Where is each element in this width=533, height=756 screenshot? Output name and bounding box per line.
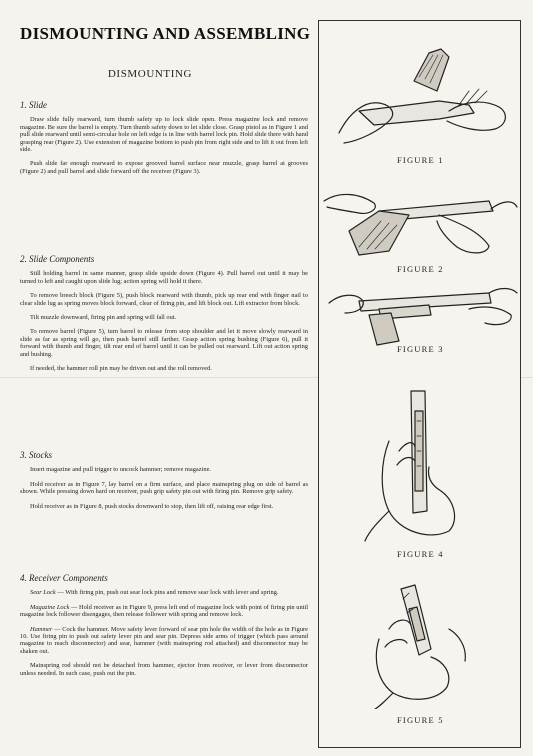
- paragraph: Mainspring rod should not be detached from hammer, ejector from receiver, or lever from disconnector unless needed. In such case, push out the pin.: [20, 662, 308, 677]
- paragraph: To remove barrel (Figure 5), turn barrel to release from stop shoulder and let it move slowly rearward in slide as far as spring will go, then push barrel still farther. Grasp action spring bushing (Figure 6), pull it forward with thumb and finger, tilt rear end of barrel until it can be pulled out rearward. Lift out action spring and bushing.: [20, 328, 308, 358]
- section-heading: 1. Slide: [20, 100, 47, 110]
- figure-5-illustration: [319, 569, 520, 709]
- paragraph: To remove breech block (Figure 5), push block rearward with thumb, pick up rear end with finger nail to clear slide lug as spring moves block forward, clear of firing pin, and lift block out. Lift extractor from block.: [20, 292, 308, 307]
- figure-3-caption: FIGURE 3: [397, 344, 444, 354]
- section-slide: [20, 102, 308, 182]
- paragraph: [20, 604, 308, 619]
- paragraph-lead: Sear Lock: [30, 589, 56, 597]
- paragraph: [20, 589, 308, 596]
- paragraph: Insert magazine and pull trigger to uncock hammer; remove magazine.: [30, 466, 211, 474]
- paragraph: Push slide far enough rearward to expose grooved barrel surface near muzzle, grasp barrel at grooves (Figure 2) and pull barrel and slide forward off the receiver (Figure 3).: [20, 160, 308, 175]
- figure-4-illustration: [319, 381, 520, 546]
- paragraph: Hold receiver as in Figure 7, lay barrel on a firm surface, and place mainspring plug on side of barrel as shown. While pressing down hard on receiver, push grip safety pin out with firing pin. Remove grip safety.: [20, 480, 308, 496]
- section-slide-components: [20, 256, 308, 379]
- figure-panel: [318, 20, 521, 748]
- section-subtitle: DISMOUNTING: [107, 68, 193, 80]
- figure-5-caption: FIGURE 5: [397, 715, 444, 725]
- paragraph: If needed, the hammer roll pin may be driven out and the roll removed.: [30, 365, 212, 373]
- paragraph: Tilt muzzle downward, firing pin and spring will fall out.: [30, 314, 177, 322]
- paragraph-lead: Magazine Lock: [30, 603, 70, 611]
- figure-1-caption: FIGURE 1: [397, 155, 444, 165]
- section-stocks: [20, 452, 308, 517]
- paragraph: Hold receiver as in Figure 8, push stocks downward to stop, then lift off, raising rear edge first.: [30, 502, 274, 510]
- paragraph: [20, 626, 308, 656]
- figure-2-illustration: [319, 171, 520, 266]
- paragraph-text: — Cock the hammer. Move safety lever forward of sear pin hole the width of the hole as in Figure 10. Use firing pin to push out safety lever pin and sear pin. Depress side arms of trigger (which pass around magazine to reach disconnector) and sear, hammer (with mainspring rod attached) and disconnector may be shaken out.: [20, 625, 308, 655]
- figure-4-caption: FIGURE 4: [397, 549, 444, 559]
- paragraph-text: — With firing pin, push out sear lock pins and remove sear lock with lever and spring.: [55, 589, 279, 597]
- paragraph-lead: Hammer: [30, 625, 53, 633]
- page-title: DISMOUNTING AND ASSEMBLING: [20, 24, 311, 43]
- figure-1-illustration: [319, 41, 520, 151]
- paragraph: Draw slide fully rearward, turn thumb safety up to lock slide open. Press magazine lock and remove magazine. Be sure the barrel is empty. Turn thumb safety down to let slide close. Grasp pistol as in Figure 1 and pull slide rearward until semi-circular hole on left edge is in line with barrel lock pin. Hold slide there with hand grasping rear (Figure 2). Use extension of magazine bottom to push pin from right side and to lift it out from left side.: [20, 116, 308, 154]
- section-heading: 3. Stocks: [20, 450, 52, 460]
- section-heading: 4. Receiver Components: [20, 573, 108, 583]
- figure-2-caption: FIGURE 2: [397, 264, 444, 274]
- paragraph: Still holding barrel in same manner, grasp slide upside down (Figure 4). Pull barrel out until it may be turned to left and caught upon slide lug; action spring will hold it there.: [20, 270, 308, 285]
- section-heading: 2. Slide Components: [20, 254, 95, 264]
- section-receiver-components: [20, 575, 308, 684]
- figure-3-illustration: [319, 279, 520, 349]
- paragraph-text: — Hold receiver as in Figure 9, press left end of magazine lock with point of firing pin until magazine lock follower disengages, then release follower with spring and remove lock.: [20, 603, 308, 619]
